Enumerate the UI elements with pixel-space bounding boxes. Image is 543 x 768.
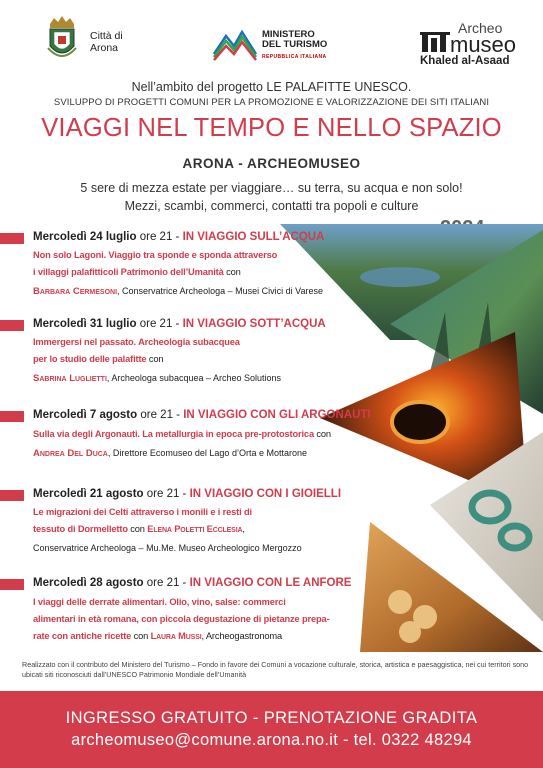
city-name: Città di Arona	[90, 30, 123, 54]
museo-word: museo	[450, 32, 517, 57]
archeo-word: Archeo	[458, 20, 503, 36]
tagline-2: Mezzi, scambi, commerci, contatti tra popoli e culture	[124, 199, 419, 213]
page-subtitle: ARONA - ARCHEOMUSEO	[182, 156, 361, 171]
intro-subline: SVILUPPO DI PROGETTI COMUNI PER LA PROMOZIONE E VALORIZZAZIONE DEI SITI ITALIANI	[53, 97, 490, 108]
footer-band	[0, 691, 543, 768]
event-marker	[0, 320, 24, 331]
footer-entry-info: INGRESSO GRATUITO - PRENOTAZIONE GRADITA	[65, 709, 478, 727]
event-heading	[33, 231, 324, 243]
event-desc: rate con antiche ricette con Laura Mussi, Archeogastronoma	[33, 631, 283, 641]
ministry-logo-icon	[212, 26, 258, 62]
footer-contact[interactable]: archeomuseo@comune.arona.no.it - tel. 0322 48294	[71, 731, 472, 749]
event-speaker: Barbara Cermesoni, Conservatrice Archeologa – Musei Civici di Varese	[33, 286, 323, 297]
event-marker	[0, 490, 24, 501]
event-marker	[0, 411, 24, 422]
event-name: IN VIAGGIO SULL’ACQUA	[182, 231, 325, 243]
event-speaker: Sabrina Luglietti, Archeologa subacquea – Archeo Solutions	[33, 373, 282, 384]
event-heading: Mercoledì 28 agosto ore 21 - IN VIAGGIO CON LE ANFORE	[33, 577, 352, 589]
event-desc: Le migrazioni dei Celti attraverso i monili e i resti di	[33, 507, 252, 517]
event-heading: Mercoledì 21 agosto ore 21 - IN VIAGGIO CON I GIOIELLI	[33, 488, 342, 500]
event-desc: per lo studio delle palafitte con	[33, 354, 164, 364]
event-marker	[0, 233, 24, 244]
funding-note: Realizzato con il contributo del Ministero del Turismo – Fondo in favore dei Comuni a vocazione culturale, storica, artistica e paesaggistica, nei cui territori sono ubicati siti riconosciuti dall’UNESCO Patrimonio Mondiale dell’Umanità	[22, 660, 529, 679]
event-desc: Non solo Lagoni. Viaggio tra sponde e sponda attraverso	[33, 250, 278, 260]
event-heading: Mercoledì 31 luglio ore 21 - IN VIAGGIO SOTT’ACQUA	[33, 318, 326, 330]
event-heading: Mercoledì 7 agosto ore 21 - IN VIAGGIO CON GLI ARGONAUTI	[33, 409, 371, 421]
event-speaker: Conservatrice Archeologa – Mu.Me. Museo Archeologico Mergozzo	[33, 543, 302, 553]
ministry-name: MINISTERO DEL TURISMO	[262, 29, 328, 50]
page-title: VIAGGI NEL TEMPO E NELLO SPAZIO	[41, 114, 502, 142]
event-desc: Immergersi nel passato. Archeologia subacquea	[33, 337, 240, 347]
event-speaker: Andrea Del Duca, Direttore Ecomuseo del Lago d’Orta e Mottarone	[33, 448, 307, 459]
event-desc: i villaggi palafitticoli Patrimonio dell’Umanità con	[33, 267, 241, 277]
ministry-subtitle: REPUBBLICA ITALIANA	[262, 54, 327, 60]
event-desc: I viaggi delle derrate alimentari. Olio, vino, salse: commerci	[33, 597, 286, 607]
museum-subtitle: Khaled al-Asaad	[420, 55, 510, 67]
event-desc: Sulla via degli Argonauti. La metallurgia in epoca pre-protostorica con	[33, 429, 331, 439]
event-day: Mercoledì 24 luglio	[33, 231, 137, 243]
event-desc: tessuto di Dormelletto con Elena Poletti Ecclesia,	[33, 524, 245, 534]
intro-line: Nell’ambito del progetto LE PALAFITTE UNESCO.	[131, 80, 412, 94]
event-desc: alimentari in età romana, con piccola degustazione di pietanze prepa-	[33, 614, 330, 624]
event-time: ore 21 -	[136, 231, 183, 243]
event-marker	[0, 579, 24, 590]
tagline-1: 5 sere di mezza estate per viaggiare… su terra, su acqua e non solo!	[80, 181, 463, 195]
city-crest-icon	[46, 14, 78, 64]
